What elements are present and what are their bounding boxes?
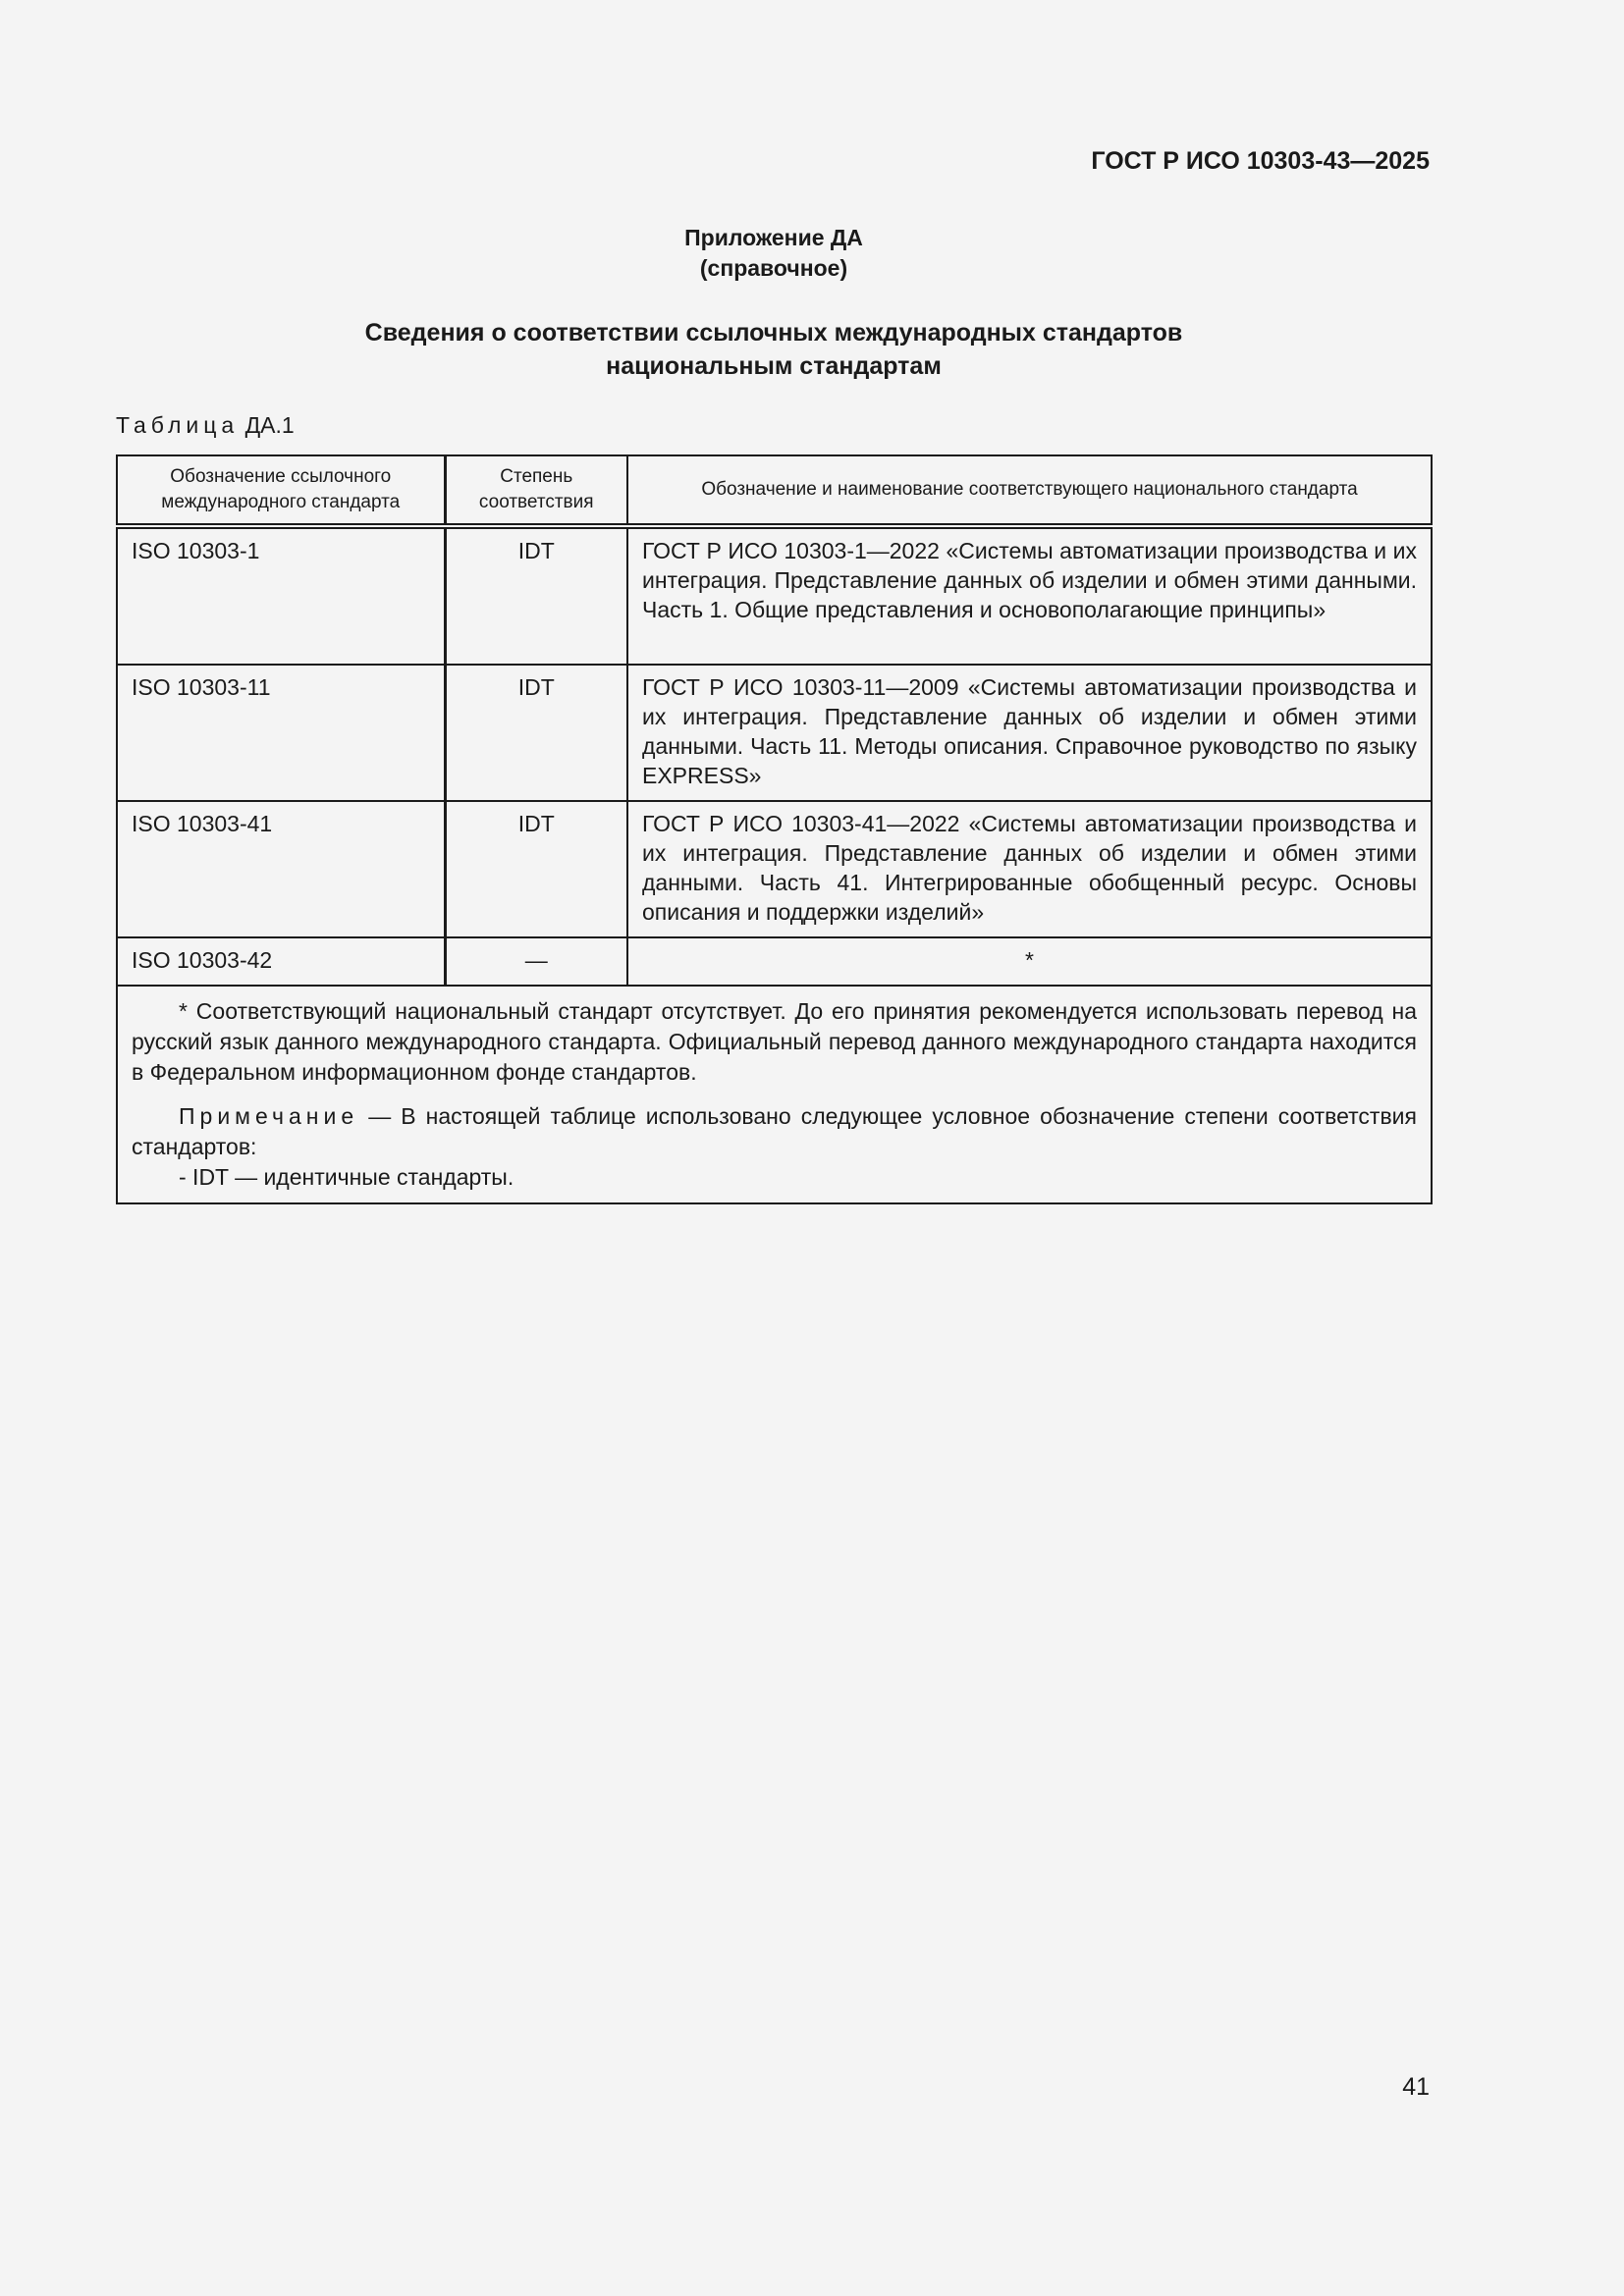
table-caption bbox=[116, 412, 295, 439]
cell-intl-standard: ISO 10303-42 bbox=[117, 937, 445, 986]
table-footer-row bbox=[117, 986, 1432, 1203]
page-number: 41 bbox=[1402, 2073, 1430, 2101]
cell-degree: IDT bbox=[445, 665, 627, 801]
table-caption-label: Таблица bbox=[116, 412, 240, 438]
table-row bbox=[117, 526, 1432, 665]
note-list-item: - IDT — идентичные стандарты. bbox=[179, 1164, 514, 1190]
cell-intl-standard: ISO 10303-41 bbox=[117, 801, 445, 937]
section-heading bbox=[0, 316, 1547, 383]
cell-national-standard: ГОСТ Р ИСО 10303-41—2022 «Системы автоматизации производства и их интеграция. Представление данных об изделии и обмен этими данными. Часть 41. Интегрированные обобщенный ресурс. Основы описания и поддержки изделий» bbox=[627, 801, 1432, 937]
cell-degree: — bbox=[445, 937, 627, 986]
header-degree: Степень соответствия bbox=[445, 455, 627, 526]
table-row bbox=[117, 937, 1432, 986]
table-row bbox=[117, 665, 1432, 801]
annex-title: Приложение ДА bbox=[684, 225, 863, 250]
section-title-line-2: национальным стандартам bbox=[606, 352, 942, 380]
annex-heading bbox=[0, 223, 1547, 284]
standards-table bbox=[116, 454, 1433, 1204]
cell-national-standard: ГОСТ Р ИСО 10303-1—2022 «Системы автоматизации производства и их интеграция. Представление данных об изделии и обмен этими данными. Часть 1. Общие представления и основополагающие принципы» bbox=[627, 526, 1432, 665]
cell-national-standard: ГОСТ Р ИСО 10303-11—2009 «Системы автоматизации производства и их интеграция. Представление данных об изделии и обмен этими данными. Часть 11. Методы описания. Справочное руководство по языку EXPRESS» bbox=[627, 665, 1432, 801]
header-intl-standard: Обозначение ссылочного международного стандарта bbox=[117, 455, 445, 526]
table-footnote-cell bbox=[117, 986, 1432, 1203]
cell-degree: IDT bbox=[445, 526, 627, 665]
section-title-line-1: Сведения о соответствии ссылочных международных стандартов bbox=[364, 319, 1183, 347]
document-code: ГОСТ Р ИСО 10303-43—2025 bbox=[1091, 147, 1430, 175]
cell-degree: IDT bbox=[445, 801, 627, 937]
table-note bbox=[132, 1101, 1417, 1162]
table-footnote: * Соответствующий национальный стандарт отсутствует. До его принятия рекомендуется использовать перевод на русский язык данного международного стандарта. Официальный перевод данного международного стандарта находится в Федеральном информационном фонде стандартов. bbox=[132, 998, 1417, 1085]
note-text: — В настоящей таблице использовано следующее условное обозначение степени соответствия стандартов: bbox=[132, 1103, 1417, 1159]
note-label: Примечание bbox=[179, 1103, 359, 1129]
table-header-row bbox=[117, 455, 1432, 526]
cell-intl-standard: ISO 10303-11 bbox=[117, 665, 445, 801]
cell-intl-standard: ISO 10303-1 bbox=[117, 526, 445, 665]
table-row bbox=[117, 801, 1432, 937]
header-national-standard: Обозначение и наименование соответствующего национального стандарта bbox=[627, 455, 1432, 526]
annex-subtitle: (справочное) bbox=[699, 255, 848, 281]
cell-national-standard: * bbox=[627, 937, 1432, 986]
table-caption-number: ДА.1 bbox=[244, 412, 295, 438]
